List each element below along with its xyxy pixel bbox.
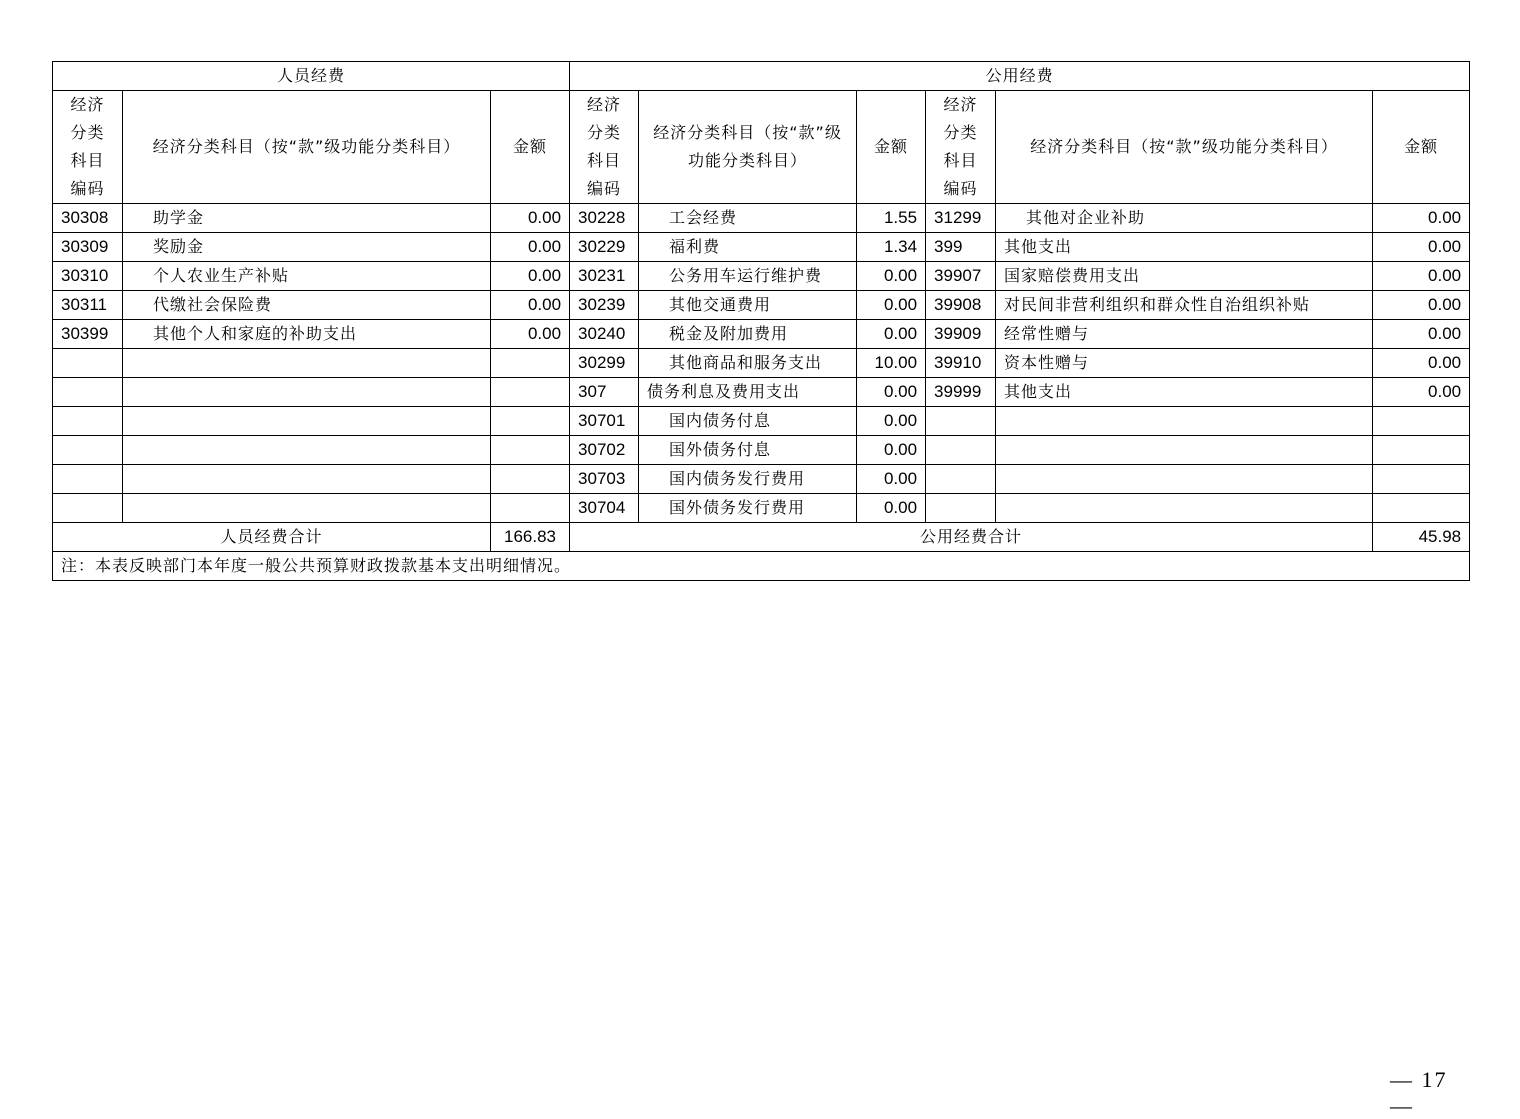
personnel-name-cell bbox=[123, 465, 491, 494]
public-mid-amount-cell: 0.00 bbox=[857, 494, 926, 523]
table-row bbox=[53, 465, 1470, 494]
table-row bbox=[53, 407, 1470, 436]
public-right-amount-cell bbox=[1373, 494, 1470, 523]
public-right-code-cell: 39910 bbox=[926, 349, 996, 378]
personnel-name-cell bbox=[123, 436, 491, 465]
public-right-code-cell: 39908 bbox=[926, 291, 996, 320]
public-right-amount-cell: 0.00 bbox=[1373, 233, 1470, 262]
personnel-name-cell: 其他个人和家庭的补助支出 bbox=[123, 320, 491, 349]
personnel-code-cell: 30399 bbox=[53, 320, 123, 349]
totals-row bbox=[53, 523, 1470, 552]
header-amount-public-right: 金额 bbox=[1373, 91, 1470, 204]
public-mid-code-cell: 30703 bbox=[570, 465, 639, 494]
header-code-personnel: 经济分类科目编码 bbox=[53, 91, 123, 204]
table-row bbox=[53, 233, 1470, 262]
table-row bbox=[53, 262, 1470, 291]
note-row bbox=[53, 552, 1470, 581]
header-name-public-right: 经济分类科目（按“款”级功能分类科目） bbox=[996, 91, 1373, 204]
public-mid-name-cell: 国外债务发行费用 bbox=[639, 494, 857, 523]
public-right-code-cell bbox=[926, 436, 996, 465]
public-mid-amount-cell: 0.00 bbox=[857, 407, 926, 436]
public-right-code-cell: 39907 bbox=[926, 262, 996, 291]
table-row bbox=[53, 349, 1470, 378]
personnel-name-cell bbox=[123, 494, 491, 523]
public-right-name-cell: 国家赔偿费用支出 bbox=[996, 262, 1373, 291]
public-total-value: 45.98 bbox=[1373, 523, 1470, 552]
personnel-amount-cell: 0.00 bbox=[491, 291, 570, 320]
personnel-code-cell bbox=[53, 436, 123, 465]
column-header-row bbox=[53, 91, 1470, 204]
personnel-name-cell: 个人农业生产补贴 bbox=[123, 262, 491, 291]
section-public: 公用经费 bbox=[570, 62, 1470, 91]
public-right-code-cell bbox=[926, 465, 996, 494]
personnel-amount-cell bbox=[491, 436, 570, 465]
personnel-code-cell bbox=[53, 349, 123, 378]
table-row bbox=[53, 436, 1470, 465]
public-mid-name-cell: 国内债务付息 bbox=[639, 407, 857, 436]
public-right-name-cell bbox=[996, 494, 1373, 523]
table-row bbox=[53, 291, 1470, 320]
public-mid-code-cell: 30228 bbox=[570, 204, 639, 233]
public-mid-code-cell: 307 bbox=[570, 378, 639, 407]
public-right-amount-cell bbox=[1373, 407, 1470, 436]
header-code-public-mid: 经济分类科目编码 bbox=[570, 91, 639, 204]
public-right-amount-cell: 0.00 bbox=[1373, 378, 1470, 407]
public-right-name-cell: 其他对企业补助 bbox=[996, 204, 1373, 233]
personnel-name-cell: 助学金 bbox=[123, 204, 491, 233]
expenditure-detail-table bbox=[52, 61, 1470, 581]
personnel-amount-cell bbox=[491, 407, 570, 436]
table-note: 注：本表反映部门本年度一般公共预算财政拨款基本支出明细情况。 bbox=[53, 552, 1470, 581]
public-right-amount-cell: 0.00 bbox=[1373, 204, 1470, 233]
personnel-total-value: 166.83 bbox=[491, 523, 570, 552]
public-right-code-cell: 39909 bbox=[926, 320, 996, 349]
public-mid-name-cell: 国内债务发行费用 bbox=[639, 465, 857, 494]
public-mid-amount-cell: 0.00 bbox=[857, 320, 926, 349]
table-row bbox=[53, 494, 1470, 523]
public-right-code-cell: 31299 bbox=[926, 204, 996, 233]
personnel-code-cell bbox=[53, 494, 123, 523]
budget-sheet bbox=[52, 61, 1469, 1118]
public-right-amount-cell bbox=[1373, 465, 1470, 494]
public-total-label: 公用经费合计 bbox=[570, 523, 1373, 552]
personnel-name-cell: 代缴社会保险费 bbox=[123, 291, 491, 320]
public-right-name-cell: 对民间非营利组织和群众性自治组织补贴 bbox=[996, 291, 1373, 320]
section-header-row bbox=[53, 62, 1470, 91]
personnel-code-cell: 30310 bbox=[53, 262, 123, 291]
public-right-amount-cell: 0.00 bbox=[1373, 320, 1470, 349]
public-mid-amount-cell: 0.00 bbox=[857, 436, 926, 465]
public-mid-amount-cell: 1.55 bbox=[857, 204, 926, 233]
personnel-code-cell: 30309 bbox=[53, 233, 123, 262]
personnel-name-cell bbox=[123, 378, 491, 407]
public-mid-name-cell: 债务利息及费用支出 bbox=[639, 378, 857, 407]
personnel-amount-cell bbox=[491, 465, 570, 494]
public-right-code-cell bbox=[926, 407, 996, 436]
public-mid-code-cell: 30239 bbox=[570, 291, 639, 320]
table-row bbox=[53, 378, 1470, 407]
public-mid-code-cell: 30702 bbox=[570, 436, 639, 465]
public-mid-amount-cell: 10.00 bbox=[857, 349, 926, 378]
public-right-name-cell bbox=[996, 407, 1373, 436]
header-name-public-mid: 经济分类科目（按“款”级功能分类科目） bbox=[639, 91, 857, 204]
public-mid-name-cell: 公务用车运行维护费 bbox=[639, 262, 857, 291]
personnel-name-cell: 奖励金 bbox=[123, 233, 491, 262]
public-right-name-cell bbox=[996, 436, 1373, 465]
table-row bbox=[53, 204, 1470, 233]
personnel-amount-cell: 0.00 bbox=[491, 320, 570, 349]
public-mid-name-cell: 税金及附加费用 bbox=[639, 320, 857, 349]
header-name-personnel: 经济分类科目（按“款”级功能分类科目） bbox=[123, 91, 491, 204]
personnel-amount-cell: 0.00 bbox=[491, 233, 570, 262]
personnel-code-cell: 30308 bbox=[53, 204, 123, 233]
public-right-name-cell: 其他支出 bbox=[996, 233, 1373, 262]
personnel-amount-cell bbox=[491, 349, 570, 378]
personnel-code-cell: 30311 bbox=[53, 291, 123, 320]
public-mid-code-cell: 30231 bbox=[570, 262, 639, 291]
public-mid-code-cell: 30229 bbox=[570, 233, 639, 262]
public-mid-amount-cell: 0.00 bbox=[857, 262, 926, 291]
header-amount-public-mid: 金额 bbox=[857, 91, 926, 204]
personnel-code-cell bbox=[53, 465, 123, 494]
personnel-code-cell bbox=[53, 407, 123, 436]
public-mid-name-cell: 其他商品和服务支出 bbox=[639, 349, 857, 378]
public-mid-amount-cell: 1.34 bbox=[857, 233, 926, 262]
personnel-total-label: 人员经费合计 bbox=[53, 523, 491, 552]
public-mid-amount-cell: 0.00 bbox=[857, 465, 926, 494]
section-personnel: 人员经费 bbox=[53, 62, 570, 91]
page-number: — 17 — bbox=[1390, 1067, 1448, 1118]
personnel-code-cell bbox=[53, 378, 123, 407]
public-right-name-cell bbox=[996, 465, 1373, 494]
public-mid-code-cell: 30701 bbox=[570, 407, 639, 436]
public-right-code-cell: 399 bbox=[926, 233, 996, 262]
public-mid-amount-cell: 0.00 bbox=[857, 291, 926, 320]
public-right-code-cell: 39999 bbox=[926, 378, 996, 407]
public-mid-code-cell: 30299 bbox=[570, 349, 639, 378]
personnel-amount-cell bbox=[491, 378, 570, 407]
public-mid-code-cell: 30240 bbox=[570, 320, 639, 349]
public-right-amount-cell: 0.00 bbox=[1373, 262, 1470, 291]
personnel-amount-cell: 0.00 bbox=[491, 262, 570, 291]
public-right-name-cell: 资本性赠与 bbox=[996, 349, 1373, 378]
public-right-amount-cell bbox=[1373, 436, 1470, 465]
public-mid-code-cell: 30704 bbox=[570, 494, 639, 523]
header-code-public-right: 经济分类科目编码 bbox=[926, 91, 996, 204]
public-mid-name-cell: 工会经费 bbox=[639, 204, 857, 233]
public-right-code-cell bbox=[926, 494, 996, 523]
public-mid-amount-cell: 0.00 bbox=[857, 378, 926, 407]
header-amount-personnel: 金额 bbox=[491, 91, 570, 204]
public-right-amount-cell: 0.00 bbox=[1373, 291, 1470, 320]
table-row bbox=[53, 320, 1470, 349]
public-mid-name-cell: 其他交通费用 bbox=[639, 291, 857, 320]
public-mid-name-cell: 福利费 bbox=[639, 233, 857, 262]
personnel-amount-cell: 0.00 bbox=[491, 204, 570, 233]
public-right-name-cell: 其他支出 bbox=[996, 378, 1373, 407]
public-right-amount-cell: 0.00 bbox=[1373, 349, 1470, 378]
personnel-name-cell bbox=[123, 407, 491, 436]
personnel-name-cell bbox=[123, 349, 491, 378]
personnel-amount-cell bbox=[491, 494, 570, 523]
public-right-name-cell: 经常性赠与 bbox=[996, 320, 1373, 349]
public-mid-name-cell: 国外债务付息 bbox=[639, 436, 857, 465]
